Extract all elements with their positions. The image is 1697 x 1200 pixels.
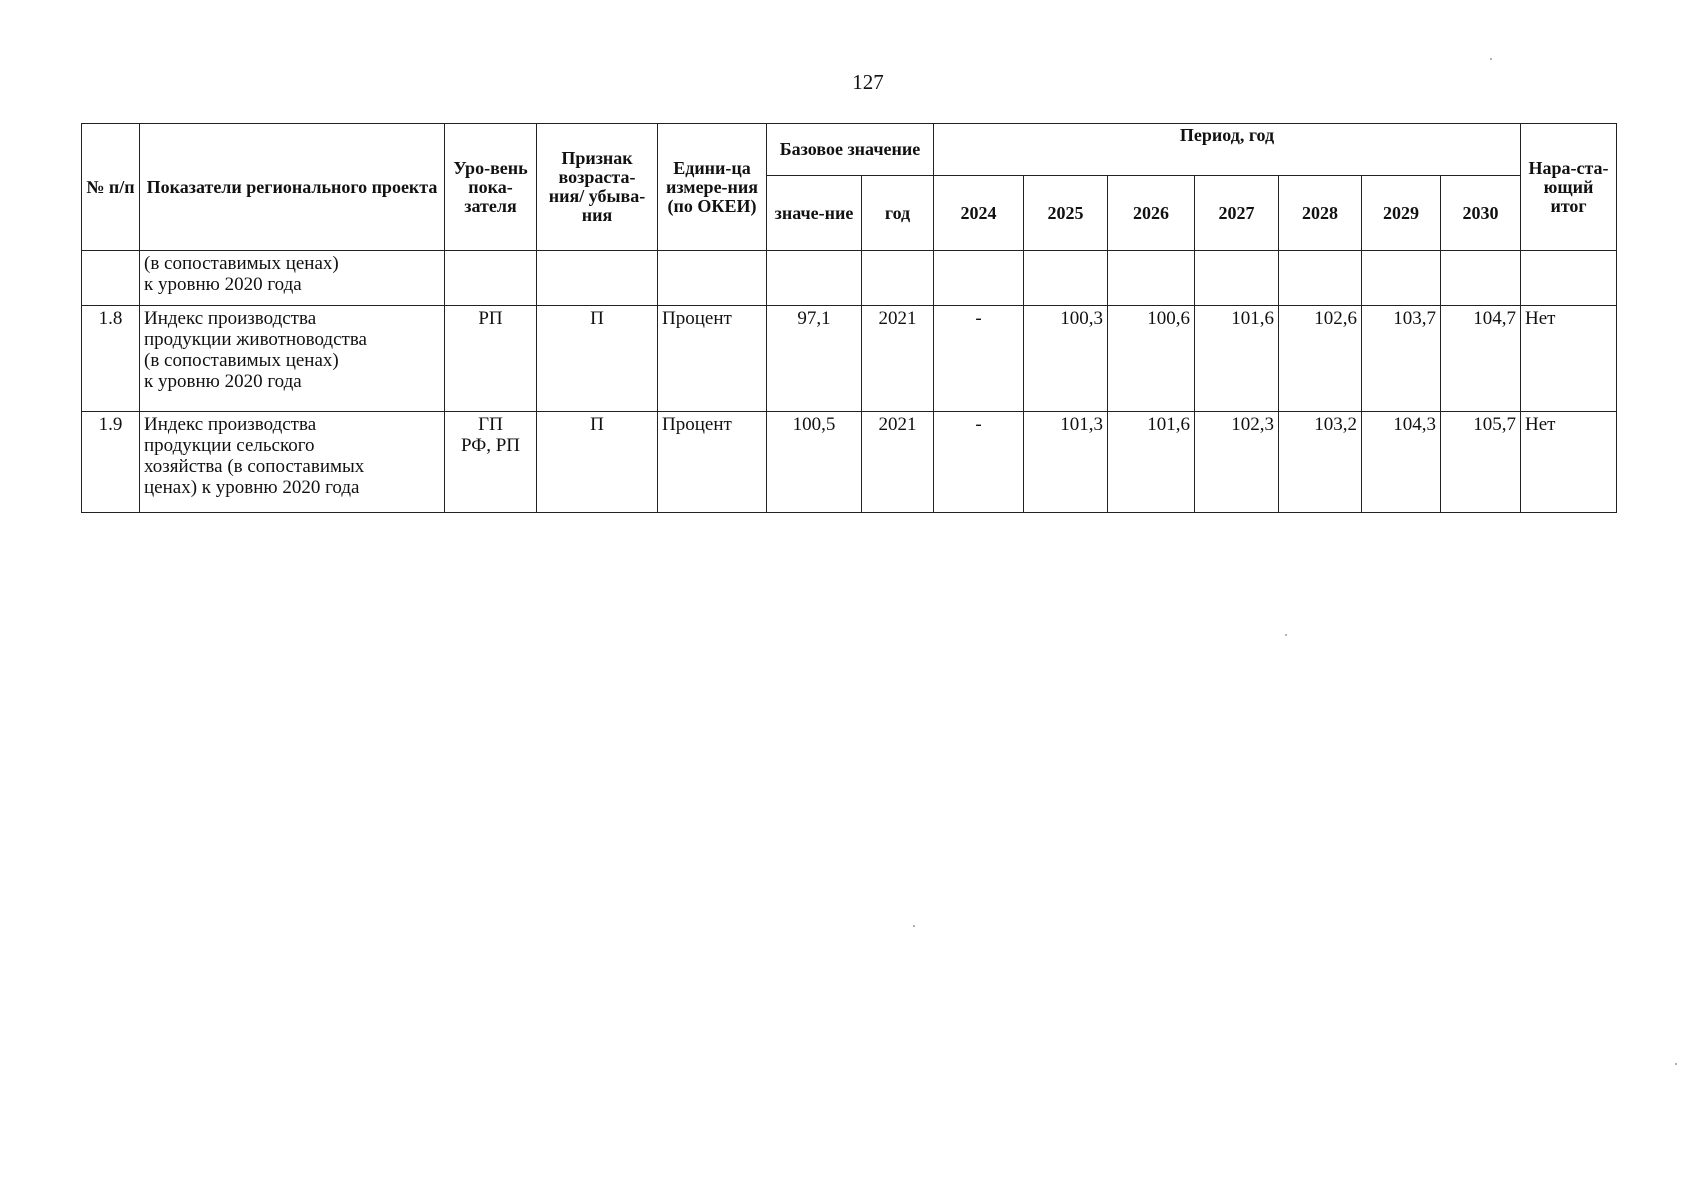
header-year: 2029	[1362, 176, 1441, 251]
cell-empty	[445, 251, 537, 306]
header-num: № п/п	[82, 124, 140, 251]
name-line: Индекс производства	[144, 308, 317, 329]
cell-cumulative: Нет	[1521, 412, 1617, 513]
cell-num: 1.8	[82, 306, 140, 412]
cell-value: -	[934, 412, 1024, 513]
table-row	[82, 306, 1617, 412]
cell-base-value: 100,5	[767, 412, 862, 513]
level-line: ГП	[478, 414, 503, 435]
name-line: к уровню 2020 года	[144, 371, 302, 392]
header-base: Базовое значение	[767, 124, 934, 176]
cell-value: 102,6	[1279, 306, 1362, 412]
header-indicator: Показатели регионального проекта	[140, 124, 445, 251]
cell-unit: Процент	[658, 412, 767, 513]
cell-trend: П	[537, 412, 658, 513]
scan-speck	[913, 925, 915, 927]
header-year: 2030	[1441, 176, 1521, 251]
cell-value: 101,6	[1195, 306, 1279, 412]
cell-value: 101,3	[1024, 412, 1108, 513]
cell-value: 104,7	[1441, 306, 1521, 412]
name-line: хозяйства (в сопоставимых	[144, 456, 365, 477]
cell-value: 101,6	[1108, 412, 1195, 513]
header-year: 2025	[1024, 176, 1108, 251]
table-row	[82, 412, 1617, 513]
name-line: продукции сельского	[144, 435, 315, 456]
cell-base-value: 97,1	[767, 306, 862, 412]
cell-empty	[767, 251, 862, 306]
header-period: Период, год	[934, 124, 1521, 176]
cell-level	[445, 306, 537, 412]
scan-speck	[1285, 634, 1287, 636]
header-base-value: значе-ние	[767, 176, 862, 251]
cell-value: 104,3	[1362, 412, 1441, 513]
name-line: ценах) к уровню 2020 года	[144, 477, 360, 498]
cell-cumulative: Нет	[1521, 306, 1617, 412]
cell-base-year: 2021	[862, 412, 934, 513]
header-unit: Едини-ца измере-ния (по ОКЕИ)	[658, 124, 767, 251]
cell-level	[445, 412, 537, 513]
cell-indicator-name	[140, 251, 445, 306]
cell-empty	[658, 251, 767, 306]
cell-empty	[934, 251, 1024, 306]
level-line: РП	[478, 308, 503, 329]
header-cumulative: Нара-ста-ющий итог	[1521, 124, 1617, 251]
cell-empty	[1441, 251, 1521, 306]
cell-value: 105,7	[1441, 412, 1521, 513]
cell-empty	[1024, 251, 1108, 306]
cell-value: 103,7	[1362, 306, 1441, 412]
level-line: РФ, РП	[460, 435, 521, 456]
name-line: (в сопоставимых ценах)	[144, 253, 339, 274]
cell-value: 103,2	[1279, 412, 1362, 513]
header-year: 2027	[1195, 176, 1279, 251]
cell-value: 100,3	[1024, 306, 1108, 412]
cell-unit: Процент	[658, 306, 767, 412]
page-number: 127	[852, 70, 884, 94]
cell-empty	[1362, 251, 1441, 306]
cell-empty	[537, 251, 658, 306]
cell-empty	[1521, 251, 1617, 306]
cell-value: 100,6	[1108, 306, 1195, 412]
cell-empty	[1195, 251, 1279, 306]
scan-speck	[1675, 1063, 1677, 1065]
header-year: 2024	[934, 176, 1024, 251]
header-year: 2028	[1279, 176, 1362, 251]
header-base-year: год	[862, 176, 934, 251]
cell-empty	[1279, 251, 1362, 306]
name-line: Индекс производства	[144, 414, 317, 435]
header-year: 2026	[1108, 176, 1195, 251]
cell-value: 102,3	[1195, 412, 1279, 513]
header-trend: Признак возраста-ния/ убыва-ния	[537, 124, 658, 251]
cell-indicator-name	[140, 412, 445, 513]
cell-indicator-name	[140, 306, 445, 412]
cell-trend: П	[537, 306, 658, 412]
cell-num	[82, 251, 140, 306]
cell-base-year: 2021	[862, 306, 934, 412]
cell-num: 1.9	[82, 412, 140, 513]
cell-empty	[1108, 251, 1195, 306]
header-level: Уро-вень пока-зателя	[445, 124, 537, 251]
header-row-1	[82, 124, 1617, 176]
indicators-table	[81, 123, 1617, 513]
scan-speck	[1490, 58, 1492, 60]
name-line: (в сопоставимых ценах)	[144, 350, 339, 371]
table-row	[82, 251, 1617, 306]
cell-empty	[862, 251, 934, 306]
name-line: продукции животноводства	[144, 329, 367, 350]
cell-value: -	[934, 306, 1024, 412]
name-line: к уровню 2020 года	[144, 274, 302, 295]
